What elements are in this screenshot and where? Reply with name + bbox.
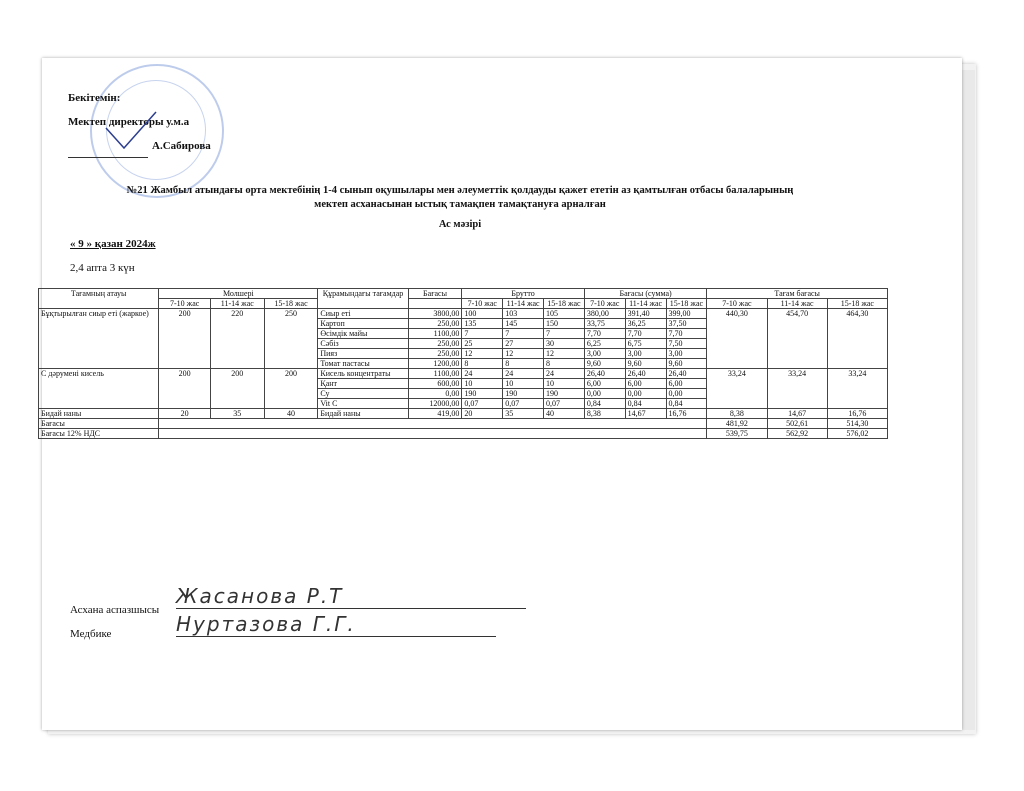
brutto-value: 0,07 <box>462 399 503 409</box>
dish-name: Бидай наны <box>39 409 159 419</box>
ingredient-name: Бидай наны <box>318 409 408 419</box>
table-row <box>39 309 888 319</box>
table-row <box>39 369 888 379</box>
ingredient-name: Пияз <box>318 349 408 359</box>
brutto-value: 7 <box>462 329 503 339</box>
header-age: 7-10 жас <box>707 299 767 309</box>
brutto-value: 135 <box>462 319 503 329</box>
approval-title: Бекітемін: <box>68 92 121 104</box>
approval-position: Мектеп директоры у.м.а <box>68 116 190 128</box>
sum-value: 33,75 <box>584 319 625 329</box>
brutto-value: 8 <box>544 359 585 369</box>
brutto-value: 0,07 <box>503 399 544 409</box>
total-vat-value: 539,75 <box>707 429 767 439</box>
sum-value: 6,00 <box>666 379 707 389</box>
sum-value: 0,84 <box>625 399 666 409</box>
cook-label: Асхана аспазшысы <box>70 604 160 616</box>
sum-value: 7,50 <box>666 339 707 349</box>
dish-price-value: 16,76 <box>827 409 887 419</box>
dish-name: С дәрумені кисель <box>39 369 159 409</box>
ingredient-name: Картоп <box>318 319 408 329</box>
brutto-value: 30 <box>544 339 585 349</box>
portion-value: 200 <box>159 309 211 369</box>
total-vat-spacer <box>159 429 707 439</box>
sum-value: 3,00 <box>625 349 666 359</box>
dish-price-value: 8,38 <box>707 409 767 419</box>
sum-value: 14,67 <box>625 409 666 419</box>
menu-table <box>38 288 888 439</box>
brutto-value: 25 <box>462 339 503 349</box>
nurse-signature: Нуртазова Г.Г. <box>176 612 496 637</box>
header-dish-price: Тағам бағасы <box>707 289 888 299</box>
header-age: 7-10 жас <box>462 299 503 309</box>
brutto-value: 7 <box>503 329 544 339</box>
sum-value: 26,40 <box>584 369 625 379</box>
header-age: 11-14 жас <box>767 299 827 309</box>
portion-value: 20 <box>159 409 211 419</box>
header-age: 11-14 жас <box>210 299 264 309</box>
table-row <box>39 409 888 419</box>
brutto-value: 8 <box>462 359 503 369</box>
sum-value: 0,00 <box>666 389 707 399</box>
sum-value: 7,70 <box>584 329 625 339</box>
menu-table-body <box>39 309 888 419</box>
ingredient-name: Сәбіз <box>318 339 408 349</box>
sum-value: 399,00 <box>666 309 707 319</box>
dish-price-value: 33,24 <box>707 369 767 409</box>
ingredient-price: 600,00 <box>408 379 462 389</box>
brutto-value: 35 <box>503 409 544 419</box>
total-row <box>39 419 888 429</box>
ingredient-price: 1100,00 <box>408 329 462 339</box>
ingredient-price: 12000,00 <box>408 399 462 409</box>
brutto-value: 10 <box>462 379 503 389</box>
menu-week-day: 2,4 апта 3 күн <box>70 262 135 274</box>
sum-value: 0,00 <box>584 389 625 399</box>
sum-value: 391,40 <box>625 309 666 319</box>
brutto-value: 12 <box>544 349 585 359</box>
ingredient-price: 419,00 <box>408 409 462 419</box>
ingredient-name: Қант <box>318 379 408 389</box>
header-ingredients: Құрамындағы тағамдар <box>318 289 408 309</box>
dish-price-value: 33,24 <box>767 369 827 409</box>
ingredient-price: 1200,00 <box>408 359 462 369</box>
ingredient-price: 1100,00 <box>408 369 462 379</box>
brutto-value: 0,07 <box>544 399 585 409</box>
header-portion: Молшері <box>159 289 318 299</box>
brutto-value: 7 <box>544 329 585 339</box>
brutto-value: 27 <box>503 339 544 349</box>
ingredient-name: Томат пастасы <box>318 359 408 369</box>
sum-value: 7,70 <box>666 329 707 339</box>
portion-value: 200 <box>159 369 211 409</box>
document-title-line1: №21 Жамбыл атындағы орта мектебінің 1-4 сынып оқушылары мен әлеуметтік қолдауды қажет ететін аз қамтылған отбасы балаларының <box>126 185 794 196</box>
dish-name: Бұқтырылған сиыр еті (жаркое) <box>39 309 159 369</box>
total-label: Бағасы <box>39 419 159 429</box>
document-title-line2: мектеп асханасынан ыстық тамақпен тамақтануға арналған <box>314 199 606 210</box>
ingredient-price: 250,00 <box>408 349 462 359</box>
header-price: Бағасы <box>408 289 462 299</box>
total-vat-value: 576,02 <box>827 429 887 439</box>
ingredient-price: 0,00 <box>408 389 462 399</box>
total-vat-label: Бағасы 12% НДС <box>39 429 159 439</box>
portion-value: 200 <box>264 369 318 409</box>
brutto-value: 10 <box>544 379 585 389</box>
brutto-value: 100 <box>462 309 503 319</box>
dish-price-value: 33,24 <box>827 369 887 409</box>
header-age: 11-14 жас <box>503 299 544 309</box>
table-subheader-row <box>39 299 888 309</box>
sum-value: 0,84 <box>584 399 625 409</box>
total-vat-row <box>39 429 888 439</box>
header-age: 7-10 жас <box>159 299 211 309</box>
menu-date: « 9 » қазан 2024ж <box>70 238 156 250</box>
total-spacer <box>159 419 707 429</box>
ingredient-name: Кисель концентраты <box>318 369 408 379</box>
ingredient-name: Vit C <box>318 399 408 409</box>
sum-value: 0,00 <box>625 389 666 399</box>
sum-value: 3,00 <box>584 349 625 359</box>
brutto-value: 190 <box>503 389 544 399</box>
sum-value: 8,38 <box>584 409 625 419</box>
sum-value: 0,84 <box>666 399 707 409</box>
brutto-value: 8 <box>503 359 544 369</box>
header-age: 7-10 жас <box>584 299 625 309</box>
brutto-value: 20 <box>462 409 503 419</box>
sum-value: 7,70 <box>625 329 666 339</box>
sum-value: 16,76 <box>666 409 707 419</box>
director-signature-mark <box>96 108 176 158</box>
dish-price-value: 464,30 <box>827 309 887 369</box>
header-empty <box>408 299 462 309</box>
brutto-value: 190 <box>544 389 585 399</box>
sum-value: 9,60 <box>625 359 666 369</box>
portion-value: 250 <box>264 309 318 369</box>
cook-signature: Жасанова Р.Т <box>176 584 526 609</box>
sum-value: 37,50 <box>666 319 707 329</box>
document-title-menu: Ас мәзірі <box>438 219 482 230</box>
ingredient-name: Су <box>318 389 408 399</box>
header-age: 15-18 жас <box>827 299 887 309</box>
brutto-value: 24 <box>462 369 503 379</box>
portion-value: 200 <box>210 369 264 409</box>
header-brutto: Брутто <box>462 289 584 299</box>
brutto-value: 145 <box>503 319 544 329</box>
ingredient-price: 250,00 <box>408 339 462 349</box>
header-sum: Бағасы (сумма) <box>584 289 706 299</box>
sum-value: 6,00 <box>625 379 666 389</box>
portion-value: 35 <box>210 409 264 419</box>
brutto-value: 190 <box>462 389 503 399</box>
sum-value: 36,25 <box>625 319 666 329</box>
header-dish: Тағамның атауы <box>39 289 159 309</box>
portion-value: 40 <box>264 409 318 419</box>
table-header-row <box>39 289 888 299</box>
brutto-value: 40 <box>544 409 585 419</box>
brutto-value: 24 <box>544 369 585 379</box>
sum-value: 26,40 <box>625 369 666 379</box>
brutto-value: 24 <box>503 369 544 379</box>
ingredient-price: 3800,00 <box>408 309 462 319</box>
sum-value: 26,40 <box>666 369 707 379</box>
ingredient-price: 250,00 <box>408 319 462 329</box>
brutto-value: 150 <box>544 319 585 329</box>
dish-price-value: 14,67 <box>767 409 827 419</box>
header-age: 15-18 жас <box>544 299 585 309</box>
ingredient-name: Өсімдік майы <box>318 329 408 339</box>
total-value: 502,61 <box>767 419 827 429</box>
header-age: 15-18 жас <box>666 299 707 309</box>
total-vat-value: 562,92 <box>767 429 827 439</box>
brutto-value: 12 <box>503 349 544 359</box>
sum-value: 6,00 <box>584 379 625 389</box>
dish-price-value: 454,70 <box>767 309 827 369</box>
total-value: 481,92 <box>707 419 767 429</box>
total-value: 514,30 <box>827 419 887 429</box>
sum-value: 3,00 <box>666 349 707 359</box>
ingredient-name: Сиыр еті <box>318 309 408 319</box>
paper-edge <box>960 70 975 730</box>
sum-value: 6,75 <box>625 339 666 349</box>
header-age: 15-18 жас <box>264 299 318 309</box>
dish-price-value: 440,30 <box>707 309 767 369</box>
header-age: 11-14 жас <box>625 299 666 309</box>
brutto-value: 105 <box>544 309 585 319</box>
sum-value: 380,00 <box>584 309 625 319</box>
portion-value: 220 <box>210 309 264 369</box>
director-name: А.Сабирова <box>152 140 211 152</box>
brutto-value: 10 <box>503 379 544 389</box>
sum-value: 9,60 <box>666 359 707 369</box>
brutto-value: 12 <box>462 349 503 359</box>
sum-value: 6,25 <box>584 339 625 349</box>
nurse-label: Медбике <box>70 628 112 640</box>
brutto-value: 103 <box>503 309 544 319</box>
sum-value: 9,60 <box>584 359 625 369</box>
